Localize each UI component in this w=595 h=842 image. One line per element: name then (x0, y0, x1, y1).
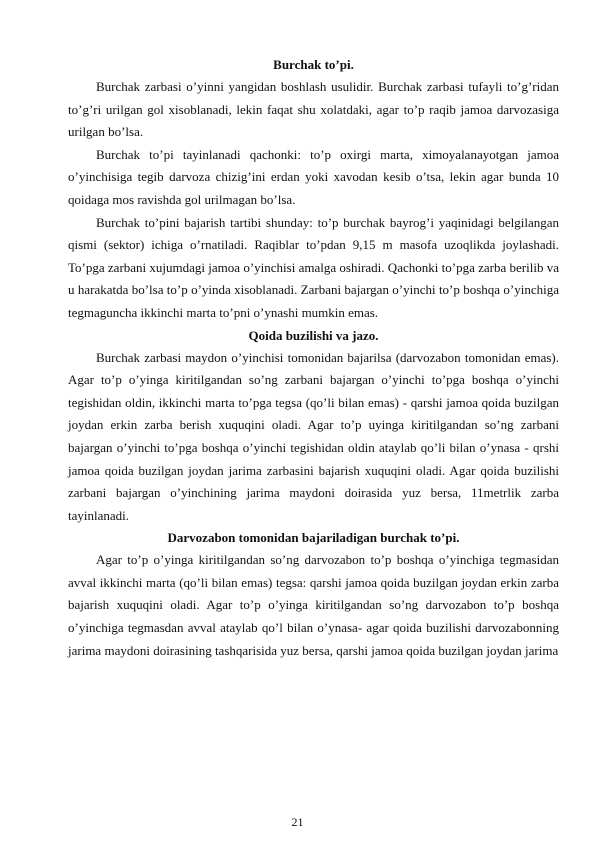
section-heading-goalkeeper-corner-kick: Darvozabon tomonidan bajariladigan burchak to’pi. (167, 530, 460, 546)
paragraph: Burchak to’pini bajarish tartibi shunday: to’p burchak bayrog’i yaqinidagi belgilangan qismi (sektor) ichiga o’rnatiladi. Raqiblar to’pdan 9,15 m masofa uzoqlikda joylashadi. To’pga zarbani xujumdagi jamoa o’yinchisi amalga oshiradi. Qachonki to’pga zarba berilib va u harakatda bo’lsa to’p o’yinda xisoblanadi. Zarbani bajargan o’yinchi to’p boshqa o’yinchiga tegmaguncha ikkinchi marta to’pni o’ynashi mumkin emas. (68, 214, 559, 320)
paragraph: Burchak zarbasi o’yinni yangidan boshlash usulidir. Burchak zarbasi tufayli to’g’ridan to’g’ri urilgan gol xisoblanadi, lekin faqat shu xolatdaki, agar to’p raqib jamoa darvozasiga urilgan bo’lsa. (68, 79, 559, 140)
paragraph: Burchak to’pi tayinlanadi qachonki: to’p oxirgi marta, ximoyalanayotgan jamoa o’yinchisiga tegib darvoza chizig’ini erdan yoki xavodan kesib o’tsa, lekin agar bunda 10 qoidaga mos ravishda gol urilmagan bo’lsa. (68, 146, 559, 207)
section-heading-corner-kick: Burchak to’pi. (273, 57, 354, 72)
document-page (68, 54, 559, 662)
section-heading-violations-penalties: Qoida buzilishi va jazo. (248, 327, 379, 343)
paragraph: Burchak zarbasi maydon o’yinchisi tomonidan bajarilsa (darvozabon tomonidan emas). Agar to’p o’yinga kiritilgandan so’ng zarbani bajargan o’yinchi to’pga boshqa o’yinchi tegishidan oldin, ikkinchi marta to’pga tegsa (qo’li bilan emas) - qarshi jamoa qoida buzilgan joydan erkin zarba berish xuquqini oladi. Agar to’p uyinga kiritilgandan so’ng zarbani bajargan o’yinchi to’pga boshqa o’yinchi tegishidan oldin ataylab qo’li bilan o’ynasa - qrshi jamoa qoida buzilgan joydan jarima zarbasini bajarish xuquqini oladi. Agar qoida buzilishi zarbani bajargan o’yinchining jarima maydoni doirasida yuz bersa, 11metrlik zarba tayinlanadi. (68, 349, 559, 523)
paragraph: Agar to’p o’yinga kiritilgandan so’ng darvozabon to’p boshqa o’yinchiga tegmasidan avval ikkinchi marta (qo’li bilan emas) tegsa: qarshi jamoa qoida buzilgan joydan erkin zarba bajarish xuquqini oladi. Agar to’p o’yinga kiritilgandan so’ng darvozabon to’p boshqa o’yinchiga tegmasdan avval ataylab qo’l bilan o’ynasa- agar qoida buzilishi darvozabonning jarima maydoni doirasining tashqarisida yuz bersa, qarshi jamoa qoida buzilgan joydan jarima (68, 552, 559, 658)
page-number: 21 (291, 815, 304, 829)
